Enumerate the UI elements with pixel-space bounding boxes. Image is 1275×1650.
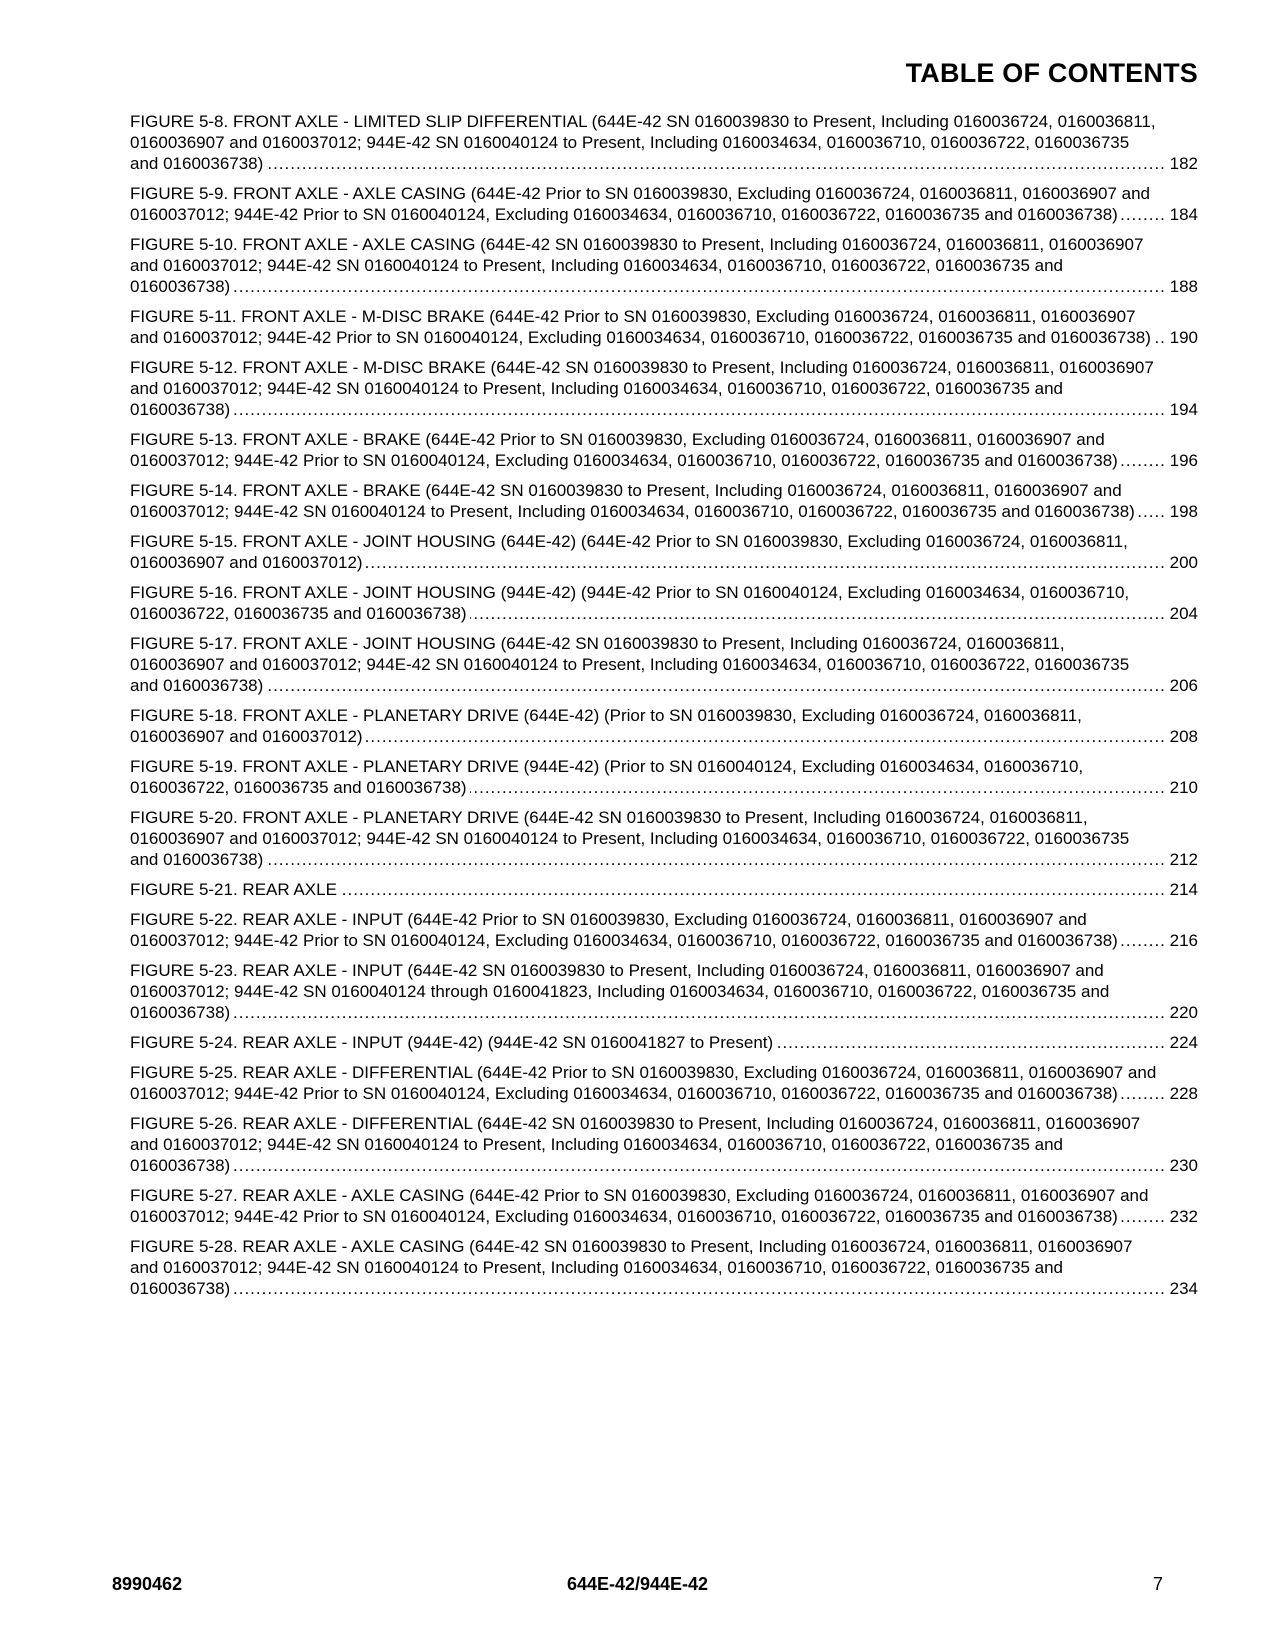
toc-entry[interactable] xyxy=(130,183,1198,225)
toc-entry-title[interactable]: FIGURE 5-15. FRONT AXLE - JOINT HOUSING (644E-42) (644E-42 Prior to SN 0160039830, Excluding 0160036724, 0160036811, 0160036907 and 0160037012) xyxy=(130,532,1128,572)
toc-entry-title[interactable]: FIGURE 5-20. FRONT AXLE - PLANETARY DRIVE (644E-42 SN 0160039830 to Present, Including 0160036724, 0160036811, 0160036907 and 0160037012; 944E-42 SN 0160040124 to Present, Including 0160034634, 0160036710, 0160036722, 0160036735 and 0160036738) xyxy=(130,808,1130,869)
toc-entry-page[interactable]: 230 xyxy=(1169,1156,1198,1175)
toc-entry-page[interactable]: 206 xyxy=(1169,676,1198,695)
toc-entry-page[interactable]: 232 xyxy=(1169,1207,1198,1226)
toc-entry-title[interactable]: FIGURE 5-10. FRONT AXLE - AXLE CASING (644E-42 SN 0160039830 to Present, Including 0160036724, 0160036811, 0160036907 and 0160037012; 944E-42 SN 0160040124 to Present, Including 0160034634, 0160036710, 0160036722, 0160036735 and 0160036738) xyxy=(130,235,1144,296)
toc-entry[interactable] xyxy=(130,429,1198,471)
toc-entry[interactable] xyxy=(130,357,1198,420)
toc-entry[interactable] xyxy=(130,756,1198,798)
toc-entry-page[interactable]: 204 xyxy=(1169,604,1198,623)
toc-entry-title[interactable]: FIGURE 5-14. FRONT AXLE - BRAKE (644E-42 SN 0160039830 to Present, Including 0160036724, 0160036811, 0160036907 and 0160037012; 944E-42 SN 0160040124 to Present, Including 0160034634, 0160036710, 0160036722, 0160036735 and 0160036738) xyxy=(130,481,1138,521)
toc-entry[interactable] xyxy=(130,531,1198,573)
toc-entry[interactable] xyxy=(130,807,1198,870)
toc-entry[interactable] xyxy=(130,1236,1198,1299)
toc-entry[interactable] xyxy=(130,582,1198,624)
page-title: TABLE OF CONTENTS xyxy=(905,58,1198,88)
toc-entry-title[interactable]: FIGURE 5-25. REAR AXLE - DIFFERENTIAL (644E-42 Prior to SN 0160039830, Excluding 0160036724, 0160036811, 0160036907 and 0160037012; 944E-42 Prior to SN 0160040124, Excluding 0160034634, 0160036710, 0160036722, 0160036735 and 0160036738) xyxy=(130,1063,1157,1103)
toc-entry-page[interactable]: 194 xyxy=(1169,400,1198,419)
toc-entry-page[interactable]: 228 xyxy=(1169,1084,1198,1103)
toc-entry-title[interactable]: FIGURE 5-26. REAR AXLE - DIFFERENTIAL (644E-42 SN 0160039830 to Present, Including 0160036724, 0160036811, 0160036907 and 0160037012; 944E-42 SN 0160040124 to Present, Including 0160034634, 0160036710, 0160036722, 0160036735 and 0160036738) xyxy=(130,1114,1141,1175)
toc-entry-page[interactable]: 184 xyxy=(1169,205,1198,224)
toc-entry-page[interactable]: 188 xyxy=(1169,277,1198,296)
toc-entry-page[interactable]: 200 xyxy=(1169,553,1198,572)
toc-entry-page[interactable]: 182 xyxy=(1169,154,1198,173)
toc-entry-title[interactable]: FIGURE 5-27. REAR AXLE - AXLE CASING (644E-42 Prior to SN 0160039830, Excluding 0160036724, 0160036811, 0160036907 and 0160037012; 944E-42 Prior to SN 0160040124, Excluding 0160034634, 0160036710, 0160036722, 0160036735 and 0160036738) xyxy=(130,1186,1149,1226)
toc-entry[interactable] xyxy=(130,960,1198,1023)
toc-entry-title[interactable]: FIGURE 5-12. FRONT AXLE - M-DISC BRAKE (644E-42 SN 0160039830 to Present, Including 0160036724, 0160036811, 0160036907 and 0160037012; 944E-42 SN 0160040124 to Present, Including 0160034634, 0160036710, 0160036722, 0160036735 and 0160036738) xyxy=(130,358,1154,419)
toc-entry-title[interactable]: FIGURE 5-23. REAR AXLE - INPUT (644E-42 SN 0160039830 to Present, Including 0160036724, 0160036811, 0160036907 and 0160037012; 944E-42 SN 0160040124 through 0160041823, Including 0160034634, 0160036710, 0160036722, 0160036735 and 0160036738) xyxy=(130,961,1110,1022)
toc-entry-page[interactable]: 190 xyxy=(1169,328,1198,347)
toc-entry-page[interactable]: 214 xyxy=(1169,880,1198,899)
toc-entry-title[interactable]: FIGURE 5-9. FRONT AXLE - AXLE CASING (644E-42 Prior to SN 0160039830, Excluding 0160036724, 0160036811, 0160036907 and 0160037012; 944E-42 Prior to SN 0160040124, Excluding 0160034634, 0160036710, 0160036722, 0160036735 and 0160036738) xyxy=(130,184,1151,224)
toc-entry[interactable] xyxy=(130,909,1198,951)
toc-entry-page[interactable]: 220 xyxy=(1169,1003,1198,1022)
toc-entry-page[interactable]: 224 xyxy=(1169,1033,1198,1052)
toc-entry[interactable] xyxy=(130,306,1198,348)
toc-entry-page[interactable]: 210 xyxy=(1169,778,1198,797)
toc-entry[interactable] xyxy=(130,705,1198,747)
toc-entry-title[interactable]: FIGURE 5-24. REAR AXLE - INPUT (944E-42) (944E-42 SN 0160041827 to Present) xyxy=(130,1033,776,1052)
toc-entry[interactable] xyxy=(130,1113,1198,1176)
toc-entry[interactable] xyxy=(130,879,1198,900)
toc-entry-page[interactable]: 208 xyxy=(1169,727,1198,746)
page-footer xyxy=(112,1574,1163,1598)
toc-entry-title[interactable]: FIGURE 5-16. FRONT AXLE - JOINT HOUSING (944E-42) (944E-42 Prior to SN 0160040124, Excluding 0160034634, 0160036710, 0160036722, 0160036735 and 0160036738) xyxy=(130,583,1130,623)
toc-entry-title[interactable]: FIGURE 5-22. REAR AXLE - INPUT (644E-42 Prior to SN 0160039830, Excluding 0160036724, 0160036811, 0160036907 and 0160037012; 944E-42 Prior to SN 0160040124, Excluding 0160034634, 0160036710, 0160036722, 0160036735 and 0160036738) xyxy=(130,910,1121,950)
toc-entry-title[interactable]: FIGURE 5-18. FRONT AXLE - PLANETARY DRIVE (644E-42) (Prior to SN 0160039830, Excluding 0160036724, 0160036811, 0160036907 and 0160037012) xyxy=(130,706,1082,746)
toc-entry-title[interactable]: FIGURE 5-8. FRONT AXLE - LIMITED SLIP DIFFERENTIAL (644E-42 SN 0160039830 to Present, Including 0160036724, 0160036811, 0160036907 and 0160037012; 944E-42 SN 0160040124 to Present, Including 0160034634, 0160036710, 0160036722, 0160036735 and 0160036738) xyxy=(130,112,1156,173)
toc-entry[interactable] xyxy=(130,234,1198,297)
toc-entry-page[interactable]: 198 xyxy=(1169,502,1198,521)
toc-entry-title[interactable]: FIGURE 5-17. FRONT AXLE - JOINT HOUSING (644E-42 SN 0160039830 to Present, Including 0160036724, 0160036811, 0160036907 and 0160037012; 944E-42 SN 0160040124 to Present, Including 0160034634, 0160036710, 0160036722, 0160036735 and 0160036738) xyxy=(130,634,1130,695)
toc-entry-page[interactable]: 234 xyxy=(1169,1279,1198,1298)
toc-entry-title[interactable]: FIGURE 5-19. FRONT AXLE - PLANETARY DRIVE (944E-42) (Prior to SN 0160040124, Excluding 0160034634, 0160036710, 0160036722, 0160036735 and 0160036738) xyxy=(130,757,1084,797)
toc-entry-page[interactable]: 196 xyxy=(1169,451,1198,470)
toc-entry-title[interactable]: FIGURE 5-21. REAR AXLE xyxy=(130,880,340,899)
toc-entry-page[interactable]: 216 xyxy=(1169,931,1198,950)
toc-entry[interactable] xyxy=(130,1062,1198,1104)
toc-entry-title[interactable]: FIGURE 5-13. FRONT AXLE - BRAKE (644E-42 Prior to SN 0160039830, Excluding 0160036724, 0160036811, 0160036907 and 0160037012; 944E-42 Prior to SN 0160040124, Excluding 0160034634, 0160036710, 0160036722, 0160036735 and 0160036738) xyxy=(130,430,1121,470)
toc-entry-title[interactable]: FIGURE 5-28. REAR AXLE - AXLE CASING (644E-42 SN 0160039830 to Present, Including 0160036724, 0160036811, 0160036907 and 0160037012; 944E-42 SN 0160040124 to Present, Including 0160034634, 0160036710, 0160036722, 0160036735 and 0160036738) xyxy=(130,1237,1133,1298)
toc-entry-title[interactable]: FIGURE 5-11. FRONT AXLE - M-DISC BRAKE (644E-42 Prior to SN 0160039830, Excluding 0160036724, 0160036811, 0160036907 and 0160037012; 944E-42 Prior to SN 0160040124, Excluding 0160034634, 0160036710, 0160036722, 0160036735 and 0160036738) xyxy=(130,307,1154,347)
toc-entry-page[interactable]: 212 xyxy=(1169,850,1198,869)
toc-entry[interactable] xyxy=(130,480,1198,522)
toc-entry[interactable] xyxy=(130,1032,1198,1053)
toc-entry[interactable] xyxy=(130,1185,1198,1227)
toc-list xyxy=(130,111,1198,1308)
footer-model: 644E-42/944E-42 xyxy=(566,1574,709,1594)
footer-doc-number: 8990462 xyxy=(112,1574,183,1594)
footer-page-number: 7 xyxy=(1152,1574,1163,1594)
toc-entry[interactable] xyxy=(130,633,1198,696)
toc-entry[interactable] xyxy=(130,111,1198,174)
